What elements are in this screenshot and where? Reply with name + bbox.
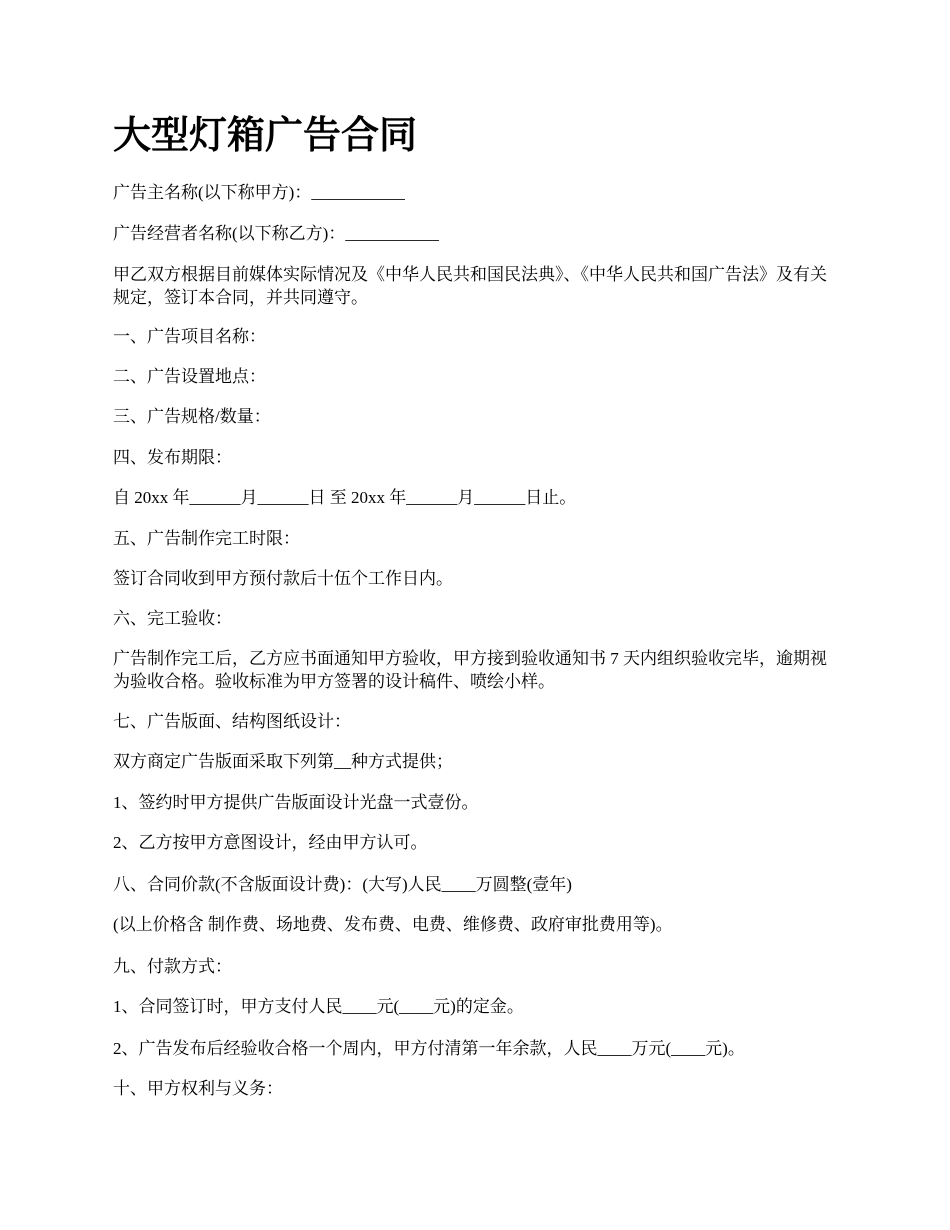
section-1-heading: 一、广告项目名称： <box>113 327 266 346</box>
advertiser-name-line: 广告主名称(以下称甲方)：___________ <box>113 183 405 202</box>
payment-item-1: 1、合同签订时，甲方支付人民____元(____元)的定金。 <box>113 997 524 1016</box>
preamble-paragraph: 甲乙双方根据目前媒体实际情况及《中华人民共和国民法典》、《中华人民共和国广告法》及有关规定，签订本合同，并共同遵守。 <box>113 265 827 307</box>
section-10-heading: 十、甲方权利与义务： <box>113 1079 283 1098</box>
design-option-2: 2、乙方按甲方意图设计，经由甲方认可。 <box>113 833 428 852</box>
section-4-heading: 四、发布期限： <box>113 448 232 467</box>
section-6-heading: 六、完工验收： <box>113 609 232 628</box>
completion-deadline-line: 签订合同收到甲方预付款后十伍个工作日内。 <box>113 569 453 588</box>
publish-period-line: 自 20xx 年______月______日 至 20xx 年______月______日止。 <box>113 488 577 507</box>
section-3-heading: 三、广告规格/数量： <box>113 407 271 426</box>
document-title: 大型灯箱广告合同 <box>113 115 418 157</box>
price-includes-line: (以上价格含 制作费、场地费、发布费、电费、维修费、政府审批费用等)。 <box>113 915 673 934</box>
operator-name-line: 广告经营者名称(以下称乙方)：___________ <box>113 224 439 243</box>
section-9-heading: 九、付款方式： <box>113 957 232 976</box>
section-8-heading: 八、合同价款(不含版面设计费)：(大写)人民____万圆整(壹年) <box>113 875 572 894</box>
section-7-heading: 七、广告版面、结构图纸设计： <box>113 712 351 731</box>
section-5-heading: 五、广告制作完工时限： <box>113 529 300 548</box>
design-method-line: 双方商定广告版面采取下列第__种方式提供； <box>113 752 453 771</box>
payment-item-2: 2、广告发布后经验收合格一个周内，甲方付清第一年余款，人民____万元(____元)。 <box>113 1039 745 1058</box>
section-2-heading: 二、广告设置地点： <box>113 367 266 386</box>
acceptance-paragraph: 广告制作完工后，乙方应书面通知甲方验收，甲方接到验收通知书 7 天内组织验收完毕，逾期视为验收合格。验收标准为甲方签署的设计稿件、喷绘小样。 <box>113 649 827 691</box>
design-option-1: 1、签约时甲方提供广告版面设计光盘一式壹份。 <box>113 793 479 812</box>
